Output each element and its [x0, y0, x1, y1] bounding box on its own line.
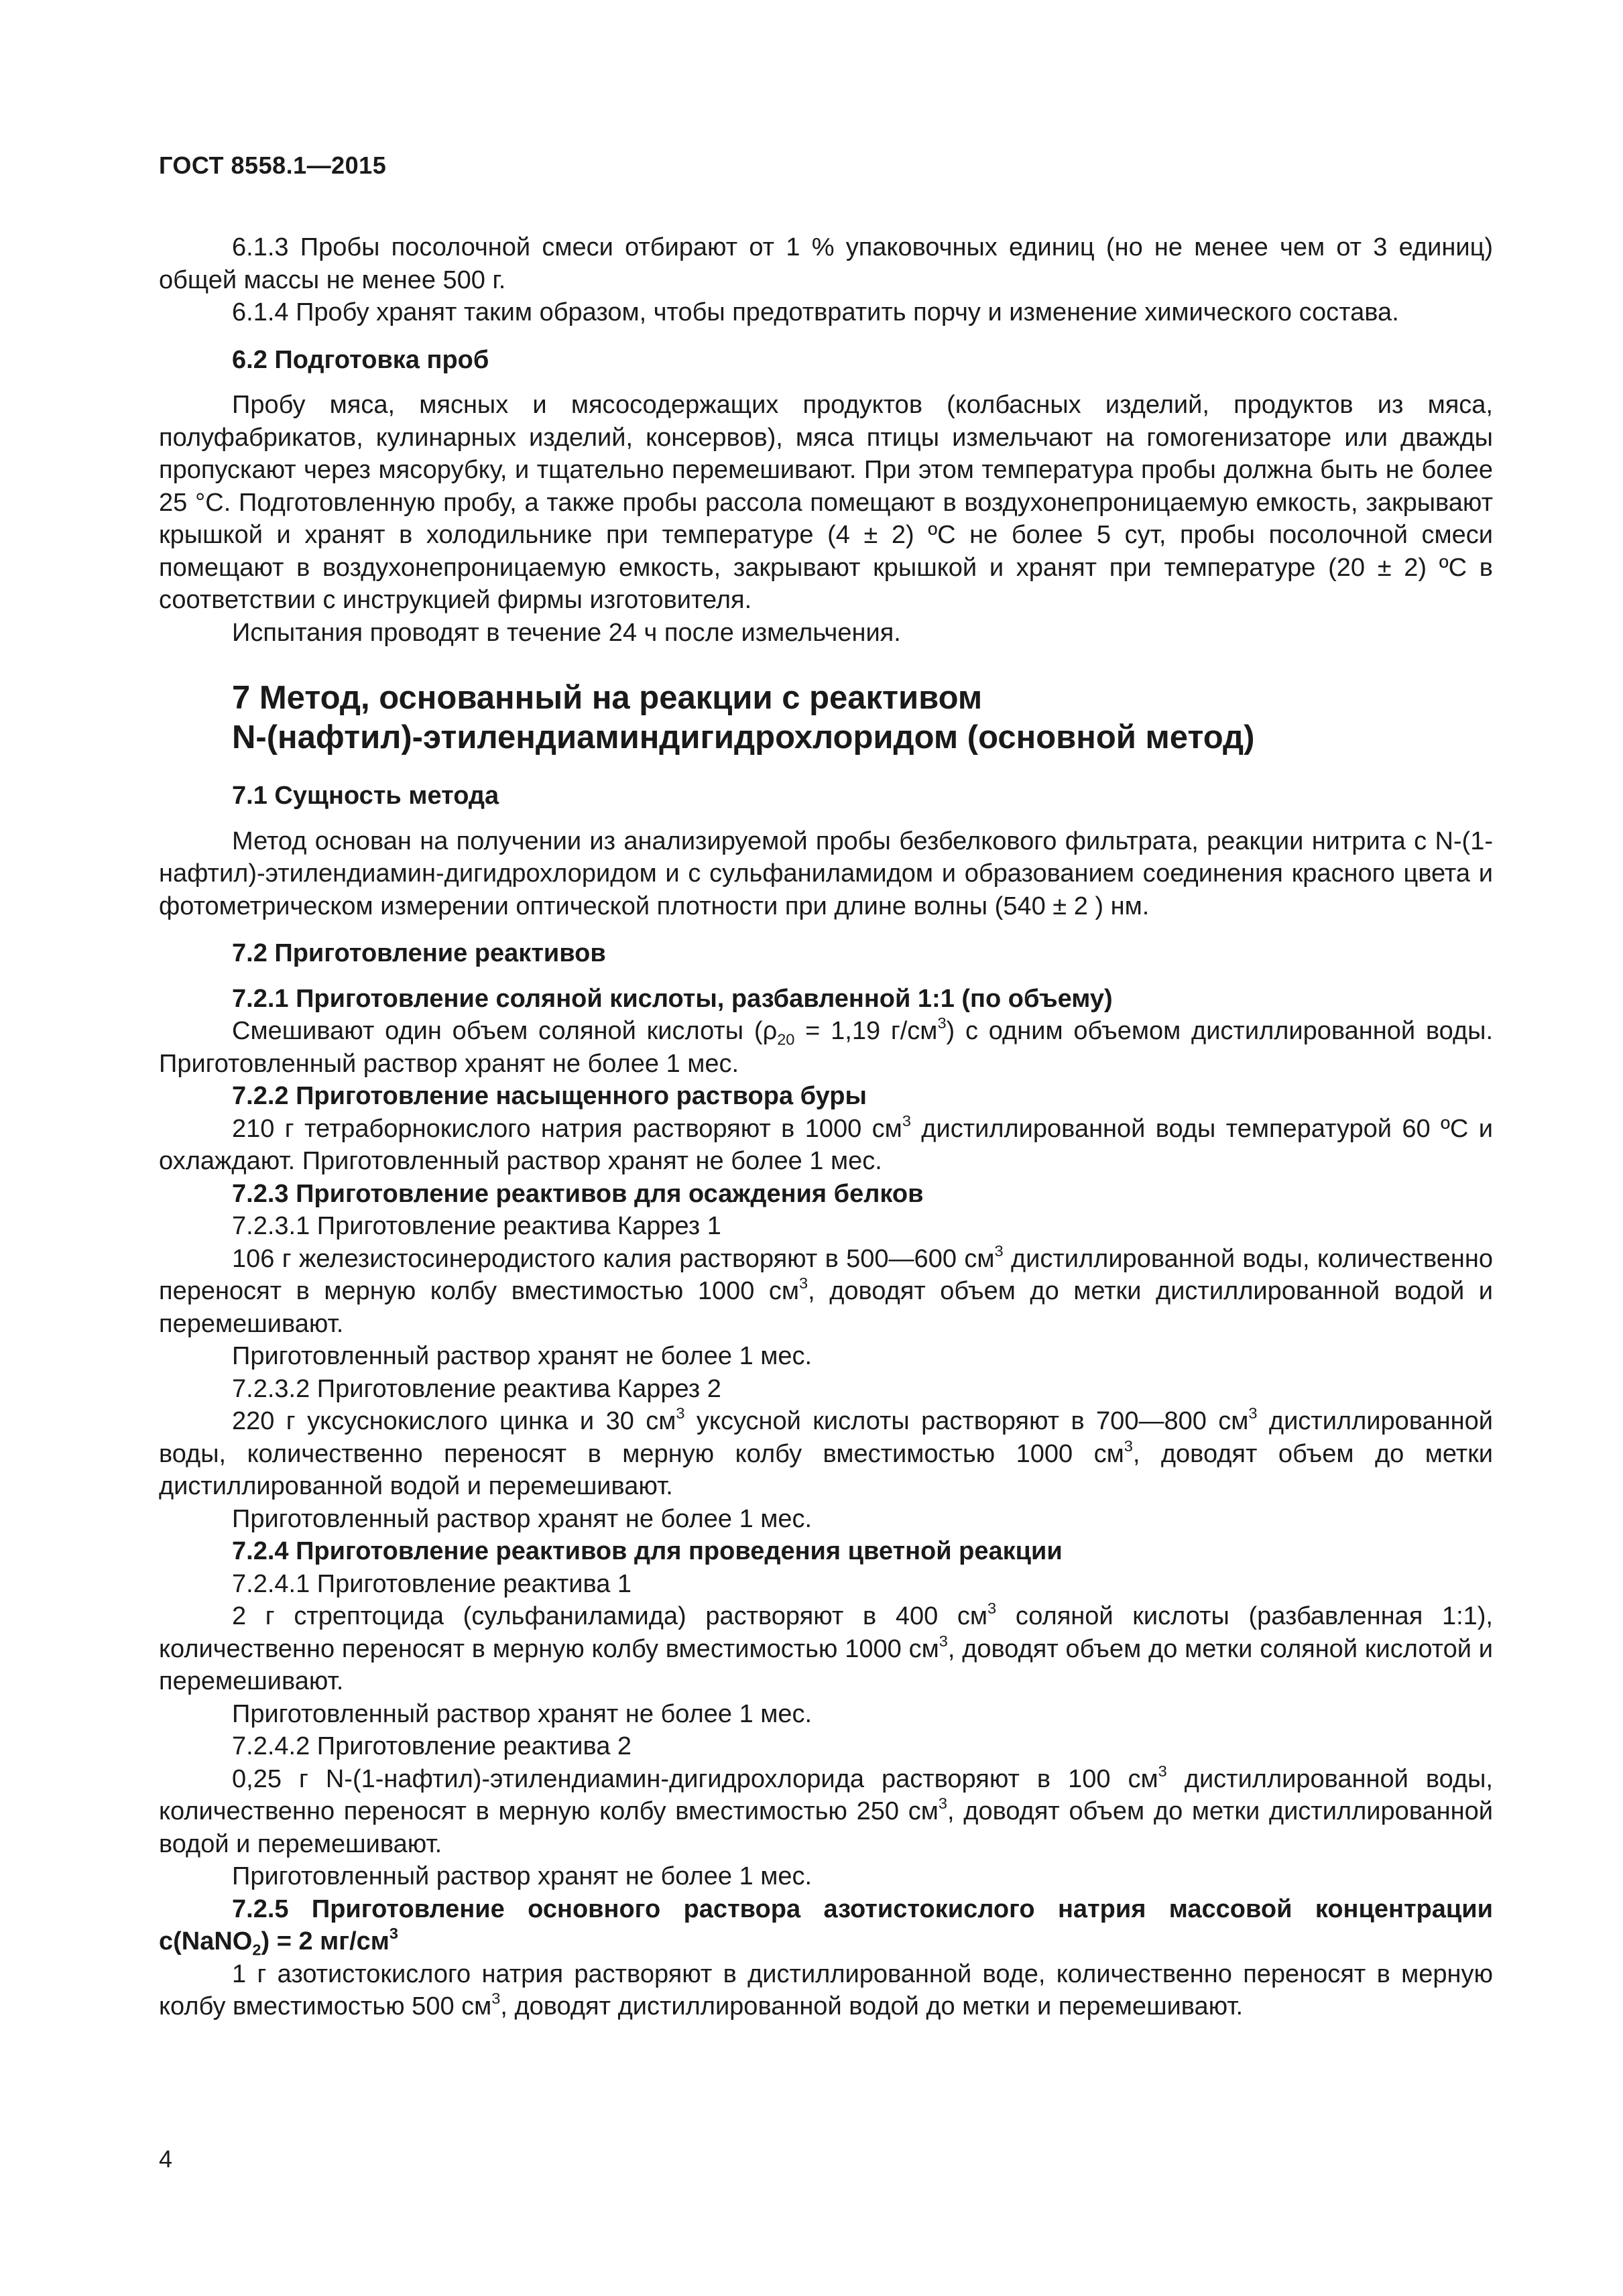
- rho-symbol: ρ: [762, 1017, 778, 1045]
- text-run: соляной кислоты (разбавленная 1:1), количественно переносят в мерную колбу вместимостью 1000 см: [159, 1602, 1493, 1663]
- text-run: дистиллированной воды, количественно переносят в мерную колбу вместимостью 1000 см: [159, 1244, 1493, 1305]
- text-run: дистиллированной воды, количественно переносят в мерную колбу вместимостью 1000 см: [159, 1407, 1493, 1468]
- text-run: 0,25 г N-(1-нафтил)-этилендиамин-дигидрохлорида растворяют в 100 см: [232, 1764, 1158, 1793]
- paragraph-7-2-3-1-storage: Приготовленный раствор хранят не более 1 мес.: [232, 1342, 813, 1370]
- document-header: ГОСТ 8558.1—2015: [159, 152, 387, 179]
- paragraph-7-2-5-text: [159, 1958, 1493, 2023]
- text-run: ) = 2 мг/см: [261, 1927, 389, 1955]
- subsection-title-7-2-4-1: 7.2.4.1 Приготовление реактива 1: [232, 1569, 632, 1598]
- subsection-title-7-2-3-2: 7.2.3.2 Приготовление реактива Каррез 2: [232, 1374, 721, 1403]
- paragraph-6-1-3: 6.1.3 Пробы посолочной смеси отбирают от 1 % упаковочных единиц (но не менее чем от 3 единиц) общей массы не менее 500 г.: [159, 233, 1493, 294]
- chapter-heading-7-line2: N-(нафтил)-этилендиаминдигидрохлоридом (основной метод): [232, 719, 1255, 756]
- paragraph-6-1-4: 6.1.4 Пробу хранят таким образом, чтобы предотвратить порчу и изменение химического состава.: [232, 298, 1399, 326]
- section-heading-7-2-5: [159, 1893, 1493, 1958]
- text-run: дистиллированной воды, количественно переносят в мерную колбу вместимостью 250 см: [159, 1764, 1493, 1825]
- text-run: уксусной кислоты растворяют в 700—800 см: [684, 1407, 1249, 1435]
- paragraph-7-2-1-text: [159, 1015, 1493, 1080]
- page-number: 4: [159, 2145, 173, 2173]
- subscript: 2: [252, 1941, 261, 1959]
- subsection-title-7-2-3-1: 7.2.3.1 Приготовление реактива Каррез 1: [232, 1212, 721, 1240]
- paragraph-7-2-3-2-text: [159, 1405, 1493, 1503]
- text-run: , доводят объем до метки дистиллированной водой и перемешивают.: [159, 1277, 1493, 1338]
- text-run: 220 г уксуснокислого цинка и 30 см: [232, 1407, 676, 1435]
- text-run: , доводят объем до метки соляной кислотой и перемешивают.: [159, 1634, 1494, 1695]
- chapter-heading-7: [159, 678, 1493, 758]
- superscript: 3: [799, 1274, 808, 1292]
- document-body: [159, 231, 1493, 2023]
- section-heading-6-2: 6.2 Подготовка проб: [232, 345, 489, 374]
- superscript: 3: [1248, 1404, 1258, 1422]
- text-run: , доводят объем до метки дистиллированной водой и перемешивают.: [159, 1439, 1493, 1500]
- superscript: 3: [676, 1404, 685, 1422]
- text-run: Смешивают один объем соляной кислоты (: [232, 1017, 763, 1045]
- paragraph-7-2-4-1-text: [159, 1600, 1493, 1698]
- text-run: , доводят объем до метки дистиллированной водой и перемешивают.: [159, 1797, 1493, 1858]
- section-heading-7-2-1: 7.2.1 Приготовление соляной кислоты, разбавленной 1:1 (по объему): [232, 984, 1113, 1013]
- superscript: 3: [937, 1014, 947, 1032]
- superscript: 3: [389, 1925, 398, 1942]
- text-run: = 1,19 г/см: [794, 1017, 938, 1045]
- superscript: 3: [939, 1632, 948, 1650]
- text-run: 106 г железистосинеродистого калия растворяют в 500—600 см: [232, 1244, 995, 1273]
- paragraph-6-2-text: Пробу мяса, мясных и мясосодержащих продуктов (колбасных изделий, продуктов из мяса, полуфабрикатов, кулинарных изделий, консервов), мяса птицы измельчают на гомогенизаторе или дважды пропускают через мясорубку, и тщательно перемешивают. При этом температура пробы должна быть не более 25 °С. Подготовленную пробу, а также пробы рассола помещают в воздухонепроницаемую емкость, закрывают крышкой и хранят в холодильнике при температуре (4 ± 2) ºС не более 5 сут, пробы посолочной смеси помещают в воздухонепроницаемую емкость, закрывают крышкой и хранят при температуре (20 ± 2) ºС в соответствии с инструкцией фирмы изготовителя.: [159, 391, 1493, 614]
- superscript: 3: [994, 1242, 1004, 1260]
- paragraph-7-2-4-1-storage: Приготовленный раствор хранят не более 1 мес.: [232, 1699, 813, 1728]
- paragraph-7-2-4-2-storage: Приготовленный раствор хранят не более 1 мес.: [232, 1862, 813, 1890]
- text-run: 7.2.5 Приготовление основного раствора азотистокислого натрия массовой концентрации c(NaNO: [159, 1894, 1493, 1955]
- superscript: 3: [902, 1111, 911, 1130]
- section-heading-7-2-4: 7.2.4 Приготовление реактивов для проведения цветной реакции: [232, 1537, 1063, 1565]
- section-heading-7-2-3: 7.2.3 Приготовление реактивов для осаждения белков: [232, 1179, 924, 1208]
- superscript: 3: [1124, 1437, 1133, 1455]
- subscript: 20: [777, 1030, 795, 1048]
- text-run: ) с одним объемом дистиллированной воды. Приготовленный раствор хранят не более 1 мес.: [159, 1017, 1494, 1078]
- text-run: дистиллированной воды температурой 60 ºС и охлаждают. Приготовленный раствор хранят не более 1 мес.: [159, 1114, 1493, 1175]
- paragraph-7-1-text: Метод основан на получении из анализируемой пробы безбелкового фильтрата, реакции нитрита с N-(1-нафтил)-этилендиамин-дигидрохлоридом и с сульфаниламидом и образованием соединения красного цвета и фотометрическом измерении оптической плотности при длине волны (540 ± 2 ) нм.: [159, 827, 1493, 920]
- text-run: 2 г стрептоцида (сульфаниламида) растворяют в 400 см: [232, 1602, 988, 1630]
- paragraph-7-2-2-text: [159, 1113, 1493, 1178]
- superscript: 3: [1158, 1762, 1167, 1780]
- superscript: 3: [938, 1795, 947, 1812]
- section-heading-7-2: 7.2 Приготовление реактивов: [232, 939, 606, 967]
- section-heading-7-1: 7.1 Сущность метода: [232, 782, 499, 810]
- chapter-heading-7-line1: 7 Метод, основанный на реакции с реактивом: [232, 680, 983, 716]
- text-run: , доводят дистиллированной водой до метки и перемешивают.: [500, 1992, 1244, 2020]
- paragraph-7-2-3-2-storage: Приготовленный раствор хранят не более 1 мес.: [232, 1504, 813, 1533]
- paragraph-6-2-tests: Испытания проводят в течение 24 ч после измельчения.: [232, 618, 901, 647]
- subsection-title-7-2-4-2: 7.2.4.2 Приготовление реактива 2: [232, 1732, 632, 1760]
- text-run: 210 г тетраборнокислого натрия растворяют в 1000 см: [232, 1114, 902, 1143]
- superscript: 3: [491, 1990, 501, 2007]
- text-run: 1 г азотистокислого натрия растворяют в дистиллированной воде, количественно переносят в мерную колбу вместимостью 500 см: [159, 1959, 1493, 2020]
- superscript: 3: [987, 1599, 997, 1617]
- paragraph-7-2-4-2-text: [159, 1763, 1493, 1861]
- paragraph-7-2-3-1-text: [159, 1243, 1493, 1341]
- section-heading-7-2-2: 7.2.2 Приготовление насыщенного раствора буры: [232, 1082, 867, 1110]
